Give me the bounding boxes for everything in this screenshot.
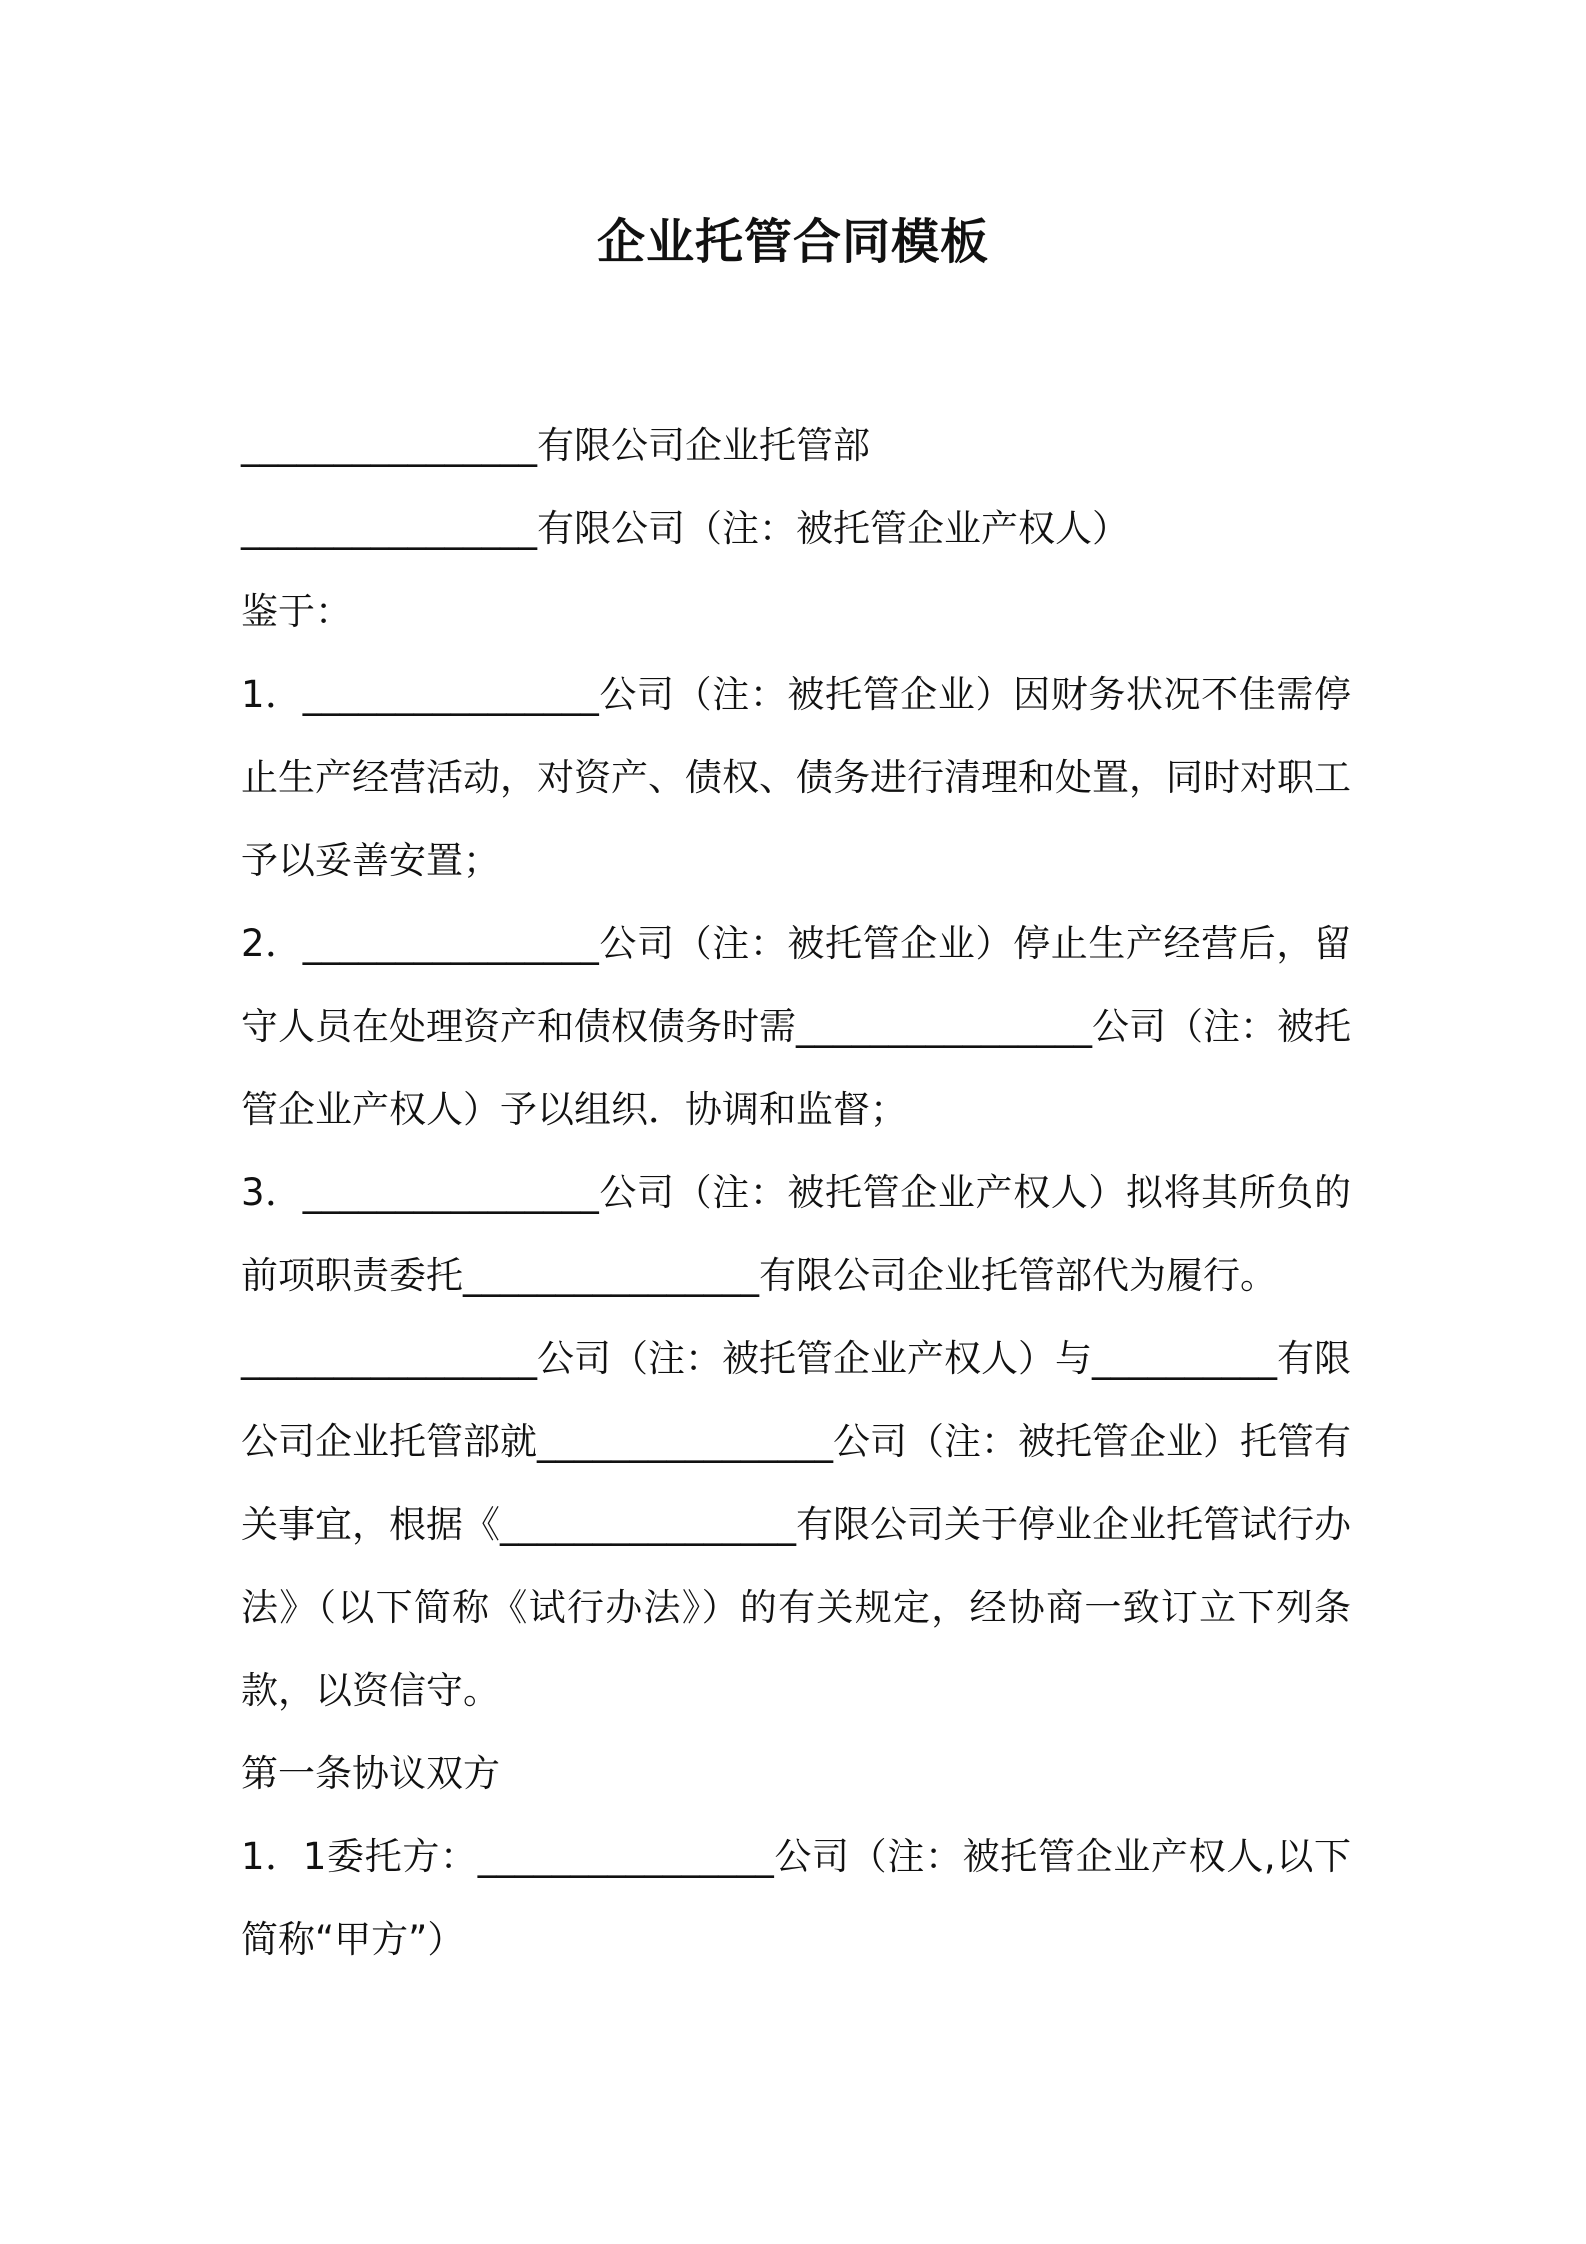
party-trustee-line: ________________有限公司企业托管部 bbox=[241, 424, 870, 467]
agreement-preamble: ________________公司（注：被托管企业产权人）与__________有限公司企业托管部就________________公司（注：被托管企业）托管有关事宜，根据《________________有限公司关于停业企业托管试行办法》（以下简称《试行办法》）的有关规定，经协商一致订立下列条款，以资信守。 bbox=[241, 1337, 1351, 1712]
whereas-clause-3: 3．________________公司（注：被托管企业产权人）拟将其所负的前项职责委托________________有限公司企业托管部代为履行。 bbox=[241, 1171, 1351, 1297]
article-1-clause-1: 1．1委托方：________________公司（注：被托管企业产权人,以下简称“甲方”） bbox=[241, 1835, 1351, 1961]
whereas-clause-1: 1．________________公司（注：被托管企业）因财务状况不佳需停止生产经营活动，对资产、债权、债务进行清理和处置，同时对职工予以妥善安置； bbox=[241, 673, 1351, 882]
document-body bbox=[241, 404, 1351, 1981]
document-title: 企业托管合同模板 bbox=[596, 214, 989, 270]
party-owner-line: ________________有限公司（注：被托管企业产权人） bbox=[241, 507, 1129, 550]
article-1-heading: 第一条协议双方 bbox=[241, 1752, 500, 1795]
whereas-clause-2: 2．________________公司（注：被托管企业）停止生产经营后，留守人员在处理资产和债权债务时需________________公司（注：被托管企业产权人）予以组织．协调和监督； bbox=[241, 922, 1351, 1131]
whereas-heading: 鉴于： bbox=[241, 590, 352, 633]
